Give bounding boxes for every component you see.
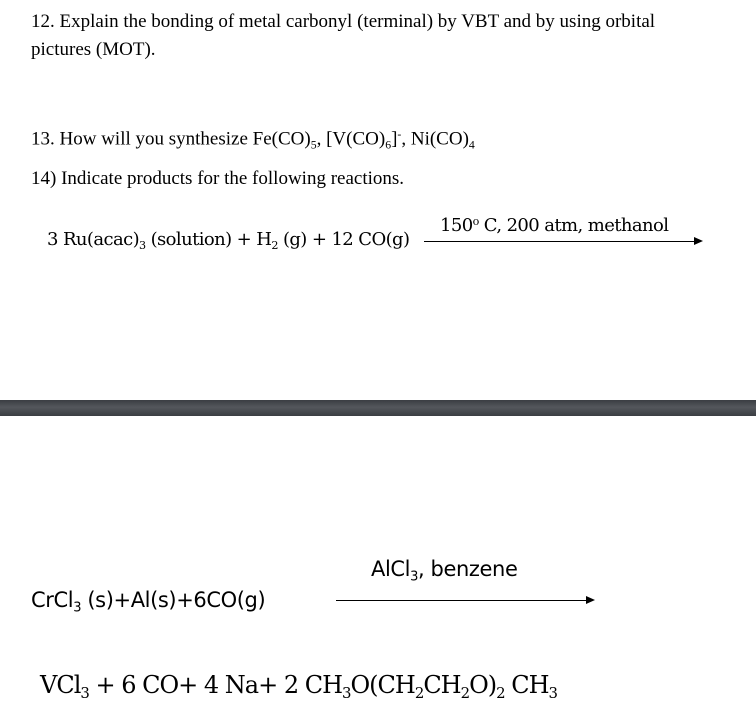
question-13 [31, 122, 475, 159]
q13-subscript-1: 5 [310, 138, 317, 152]
r3-subscript-a: 3 [80, 684, 89, 703]
r1-cond-b: C, 200 atm, methanol [478, 215, 669, 237]
r3-subscript-e: 2 [496, 684, 505, 703]
r2-text-a: CrCl [31, 588, 74, 612]
reaction-3-reactants [40, 671, 557, 702]
r3-text-c: O(CH [350, 671, 415, 699]
r1-subscript-a: 3 [139, 238, 146, 252]
q13-subscript-2: 6 [385, 138, 392, 152]
r1-text-c: (g) + 12 CO(g) [277, 229, 410, 250]
r2-subscript-a: 3 [73, 600, 82, 616]
r3-text-d: CH [423, 671, 461, 699]
r1-text-a: 3 Ru(acac) [47, 229, 139, 250]
question-14: 14) Indicate products for the following reactions. [31, 168, 405, 189]
reaction-2-arrow-line [336, 600, 588, 601]
r3-subscript-d: 2 [460, 684, 470, 703]
r3-text-a: VCl [40, 671, 81, 699]
r2-cond-b: , benzene [418, 557, 518, 581]
q13-text-1: 13. How will you synthesize Fe(CO) [31, 128, 311, 150]
q13-subscript-3: 4 [468, 138, 475, 152]
q13-text-4: , Ni(CO) [401, 128, 469, 150]
r3-subscript-c: 2 [414, 684, 424, 703]
question-12-line-1: 12. Explain the bonding of metal carbonyl (terminal) by VBT and by using orbital [31, 11, 656, 32]
r3-subscript-b: 3 [342, 684, 351, 703]
r3-text-b: + 6 CO+ 4 Na+ 2 CH [88, 671, 343, 699]
q13-text-3: ] [391, 128, 398, 150]
r3-text-f: CH [504, 671, 549, 699]
reaction-1-conditions [440, 215, 668, 236]
question-12-line-2: pictures (MOT). [31, 39, 156, 60]
q13-superscript: - [397, 128, 402, 141]
reaction-1-arrow-line [424, 241, 696, 242]
reaction-2-arrow-head [586, 596, 595, 604]
r2-text-b: (s)+Al(s)+6CO(g) [81, 588, 266, 612]
r3-subscript-f: 3 [548, 684, 557, 703]
reaction-1-reactants [47, 229, 409, 252]
r2-cond-a: AlCl [371, 557, 411, 581]
reaction-2-reactants [31, 588, 265, 616]
section-divider [0, 400, 756, 416]
r1-cond-degree: o [472, 215, 479, 228]
r2-cond-subscript: 3 [410, 569, 418, 585]
r1-cond-a: 150 [440, 215, 473, 237]
q13-text-2: , [V(CO) [316, 128, 386, 150]
reaction-2-conditions [371, 557, 517, 585]
r3-text-e: O) [469, 671, 497, 699]
r1-text-b: (solution) + H [145, 229, 272, 250]
r1-subscript-b: 2 [271, 238, 278, 252]
reaction-1-arrow-head [694, 237, 703, 245]
